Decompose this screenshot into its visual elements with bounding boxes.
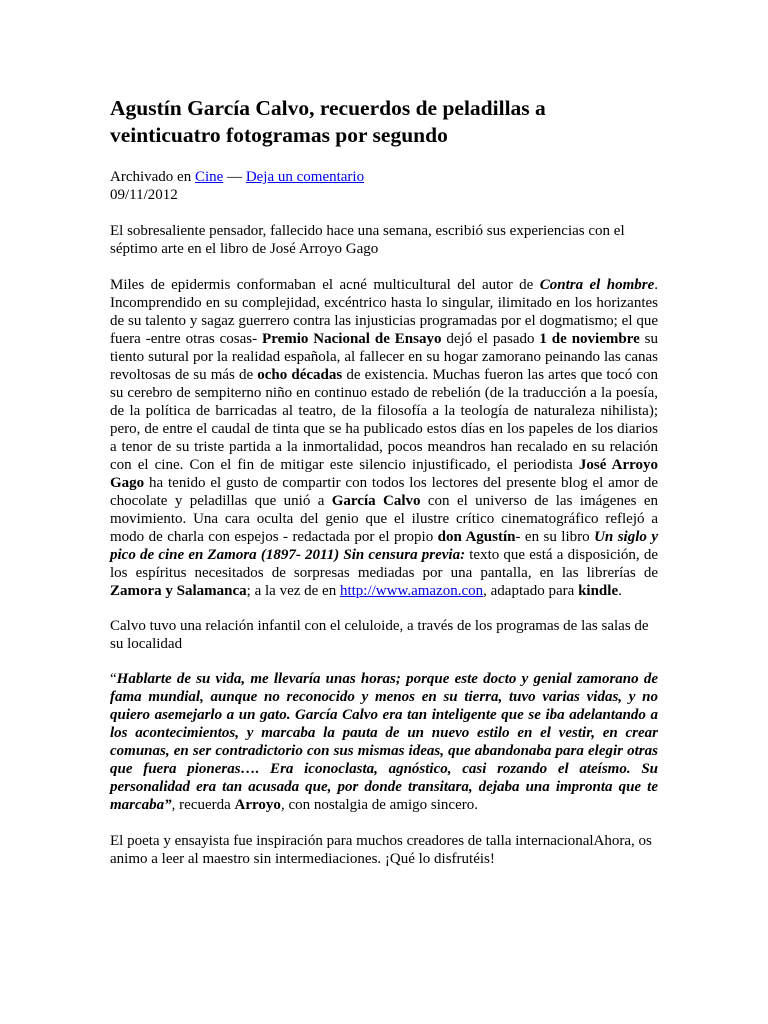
amazon-link[interactable]: http://www.amazon.con — [339, 583, 484, 599]
body-text: con el universo de las imágenes en movimiento. Una cara oculta del genio que el ilustre crítico cinematográfico reflejó a modo de charla con espejos - redactada por el propio — [110, 493, 658, 545]
meta-separator: — — [223, 169, 246, 185]
body-text: Miles de epidermis conformaban el acné multicultural del autor de — [110, 277, 540, 293]
body-text: ha tenido el gusto de compartir con todos los lectores del presente blog el amor de chocolate y peladillas que unió a — [110, 475, 658, 509]
body-text: su tiento sutural por la realidad española, al fallecer en su hogar zamorano peinando las canas revoltosas de su más de — [110, 331, 658, 383]
quote-paragraph — [110, 670, 658, 814]
comment-link[interactable]: Deja un comentario — [245, 169, 365, 185]
article-meta — [110, 168, 658, 204]
book-title-contra-el-hombre: Contra el hombre — [539, 277, 655, 293]
decades-emphasis: ocho décadas — [257, 367, 343, 383]
body-text: de existencia. Muchas fueron las artes que tocó con su cerebro de sempiterno niño en continuo estado de rebelión (de la traducción a la poesía, de la política de barricadas al teatro, de la filosofía a la teología de naturaleza nihilista); pero, de entre el caudal de tinta que se ha publicado estos días en los papeles de los diarios a tenor de su triste partida a la inmortalidad, pocos meandros han recalado en su relación con el cine. Con el fin de mitigar este silencio injustificado, el periodista — [110, 367, 658, 473]
award-name: Premio Nacional de Ensayo — [262, 331, 442, 347]
body-text: , recuerda — [171, 797, 235, 813]
journalist-name: José Arroyo Gago — [110, 457, 658, 491]
body-text: , adaptado para — [483, 583, 579, 599]
author-name: García Calvo — [331, 493, 421, 509]
archive-line — [110, 168, 658, 186]
body-text: texto que está a disposición, de los espíritus necesitados de sorpresas mediadas por una pantalla, en las librerías de — [110, 547, 658, 581]
archived-prefix: Archivado en — [110, 169, 195, 185]
don-agustin: don Agustín — [437, 529, 516, 545]
body-text: , con nostalgia de amigo sincero. — [280, 797, 478, 813]
body-text: - en su libro — [515, 529, 595, 545]
celluloid-paragraph: Calvo tuvo una relación infantil con el celuloide, a través de los programas de las salas de su localidad — [110, 618, 649, 652]
death-date: 1 de noviembre — [539, 331, 640, 347]
body-text: ; a la vez de en — [246, 583, 340, 599]
kindle-emphasis: kindle — [578, 583, 619, 599]
quote-text: Hablarte de su vida, me llevaría unas horas; porque este docto y genial zamorano de fama mundial, aunque no reconocido y menos en su tierra, tuvo varias vidas, y no quiero asemejarlo a un gato. García Calvo era tan inteligente que se iba adelantando a los acontecimientos, y marcaba la pauta de un nuevo estilo en el vestir, en crear comunas, en ser contradictorio con sus mismas ideas, que abandonaba para elegir otras que fuera pioneras…. Era iconoclasta, agnóstico, casi rozando el ateísmo. Su personalidad era tan acusada que, por donde transitara, dejaba una impronta que te marcaba” — [110, 671, 658, 813]
cities-emphasis: Zamora y Salamanca — [110, 583, 247, 599]
body-text: dejó el pasado — [441, 331, 540, 347]
article-lead: El sobresaliente pensador, fallecido hace una semana, escribió sus experiencias con el séptimo arte en el libro de José Arroyo Gago — [110, 223, 625, 257]
article — [110, 95, 658, 868]
body-text: . Incomprendido en su complejidad, excéntrico hasta lo singular, ilimitado en los horizantes de su talento y sagaz guerrero contra las injusticias programadas por el dogmatismo; el que fuera -entre otras cosas- — [110, 277, 658, 347]
article-body-paragraph — [110, 276, 658, 600]
arroyo-emphasis: Arroyo — [234, 797, 281, 813]
body-text: . — [618, 583, 622, 599]
closing-paragraph: El poeta y ensayista fue inspiración para muchos creadores de talla internacionalAhora, os animo a leer al maestro sin intermediaciones. ¡Qué lo disfrutéis! — [110, 833, 652, 867]
category-link[interactable]: Cine — [194, 169, 224, 185]
article-date: 09/11/2012 — [110, 187, 178, 203]
article-title: Agustín García Calvo, recuerdos de peladillas a veinticuatro fotogramas por segundo — [110, 96, 546, 147]
open-quote-mark: “ — [110, 671, 117, 687]
book-title-un-siglo: Un siglo y pico de cine en Zamora (1897- 2011) Sin censura previa: — [110, 529, 658, 563]
